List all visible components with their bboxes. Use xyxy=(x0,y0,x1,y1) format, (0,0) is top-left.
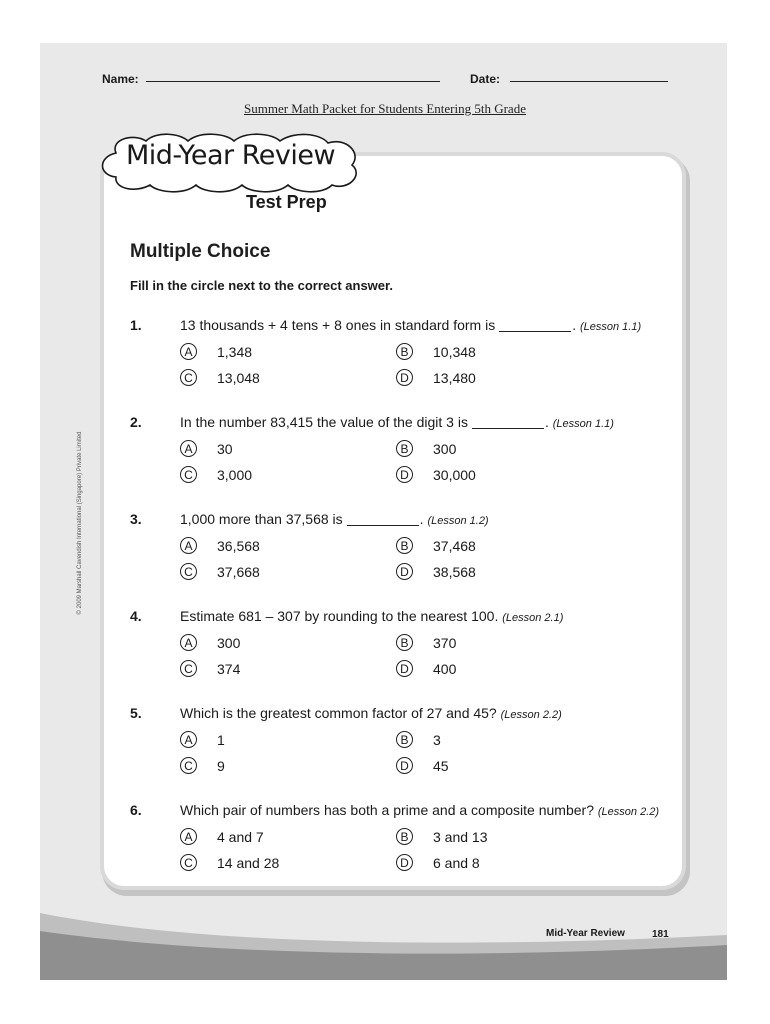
answer-bubble-icon[interactable]: A xyxy=(180,537,197,554)
copyright-notice: © 2009 Marshall Cavendish International (Singapore) Private Limited xyxy=(77,431,83,615)
question-text-line xyxy=(180,802,659,818)
answer-option-text: 14 and 28 xyxy=(217,854,280,871)
answer-option-c[interactable] xyxy=(180,757,225,774)
answer-bubble-icon[interactable]: B xyxy=(396,731,413,748)
section-title: Test Prep xyxy=(246,192,327,212)
answer-bubble-icon[interactable]: A xyxy=(180,731,197,748)
answer-bubble-icon[interactable]: C xyxy=(180,563,197,580)
answer-bubble-icon[interactable]: A xyxy=(180,440,197,457)
answer-blank[interactable] xyxy=(499,330,571,332)
question-suffix: . xyxy=(544,414,549,430)
answer-option-text: 300 xyxy=(433,440,457,457)
packet-subtitle: Summer Math Packet for Students Entering 5th Grade xyxy=(244,101,526,116)
answer-bubble-icon[interactable]: A xyxy=(180,343,197,360)
question-number: 2. xyxy=(130,414,142,430)
answer-option-c[interactable] xyxy=(180,854,279,871)
answer-bubble-icon[interactable]: D xyxy=(396,854,413,871)
answer-option-text: 10,348 xyxy=(433,343,476,360)
question-text: In the number 83,415 the value of the digit 3 is xyxy=(180,414,468,430)
answer-option-text: 4 and 7 xyxy=(217,828,264,845)
multiple-choice-heading: Multiple Choice xyxy=(130,241,271,262)
answer-option-a[interactable] xyxy=(180,537,260,554)
answer-option-a[interactable] xyxy=(180,731,225,748)
lesson-reference: (Lesson 1.1) xyxy=(579,321,642,333)
answer-bubble-icon[interactable]: B xyxy=(396,537,413,554)
answer-bubble-icon[interactable]: A xyxy=(180,634,197,651)
answer-option-text: 6 and 8 xyxy=(433,854,480,871)
answer-blank[interactable] xyxy=(472,427,544,429)
name-field-line[interactable] xyxy=(146,81,440,82)
answer-option-text: 37,468 xyxy=(433,537,476,554)
answer-option-text: 9 xyxy=(217,757,225,774)
answer-option-text: 300 xyxy=(217,634,241,651)
answer-option-text: 400 xyxy=(433,660,457,677)
answer-option-text: 374 xyxy=(217,660,241,677)
answer-option-text: 3 xyxy=(433,731,441,748)
answer-bubble-icon[interactable]: B xyxy=(396,828,413,845)
question-number: 3. xyxy=(130,511,142,527)
answer-option-text: 30,000 xyxy=(433,466,476,483)
answer-option-d[interactable] xyxy=(396,757,449,774)
answer-option-text: 13,480 xyxy=(433,369,476,386)
answer-bubble-icon[interactable]: D xyxy=(396,466,413,483)
question-text: Estimate 681 – 307 by rounding to the nearest 100. xyxy=(180,608,499,624)
answer-option-b[interactable] xyxy=(396,828,488,845)
question-text-line xyxy=(180,608,563,624)
question-text: 13 thousands + 4 tens + 8 ones in standard form is xyxy=(180,317,496,333)
answer-option-b[interactable] xyxy=(396,634,456,651)
date-label: Date: xyxy=(470,72,501,86)
question-number: 4. xyxy=(130,608,142,624)
answer-option-text: 38,568 xyxy=(433,563,476,580)
question-text: Which pair of numbers has both a prime and a composite number? xyxy=(180,802,594,818)
answer-bubble-icon[interactable]: A xyxy=(180,828,197,845)
answer-option-d[interactable] xyxy=(396,466,476,483)
footer-band xyxy=(40,905,727,980)
answer-bubble-icon[interactable]: B xyxy=(396,634,413,651)
question-text-line xyxy=(180,705,562,721)
answer-option-b[interactable] xyxy=(396,440,456,457)
answer-bubble-icon[interactable]: C xyxy=(180,369,197,386)
answer-option-c[interactable] xyxy=(180,660,240,677)
answer-option-a[interactable] xyxy=(180,343,252,360)
question-number: 6. xyxy=(130,802,142,818)
instruction-text: Fill in the circle next to the correct answer. xyxy=(130,278,393,293)
lesson-reference: (Lesson 2.2) xyxy=(500,709,562,721)
answer-bubble-icon[interactable]: B xyxy=(396,343,413,360)
question-number: 1. xyxy=(130,317,142,333)
answer-option-a[interactable] xyxy=(180,440,233,457)
answer-bubble-icon[interactable]: C xyxy=(180,854,197,871)
answer-option-text: 3 and 13 xyxy=(433,828,488,845)
lesson-reference: (Lesson 2.2) xyxy=(597,806,660,818)
answer-option-text: 37,668 xyxy=(217,563,260,580)
question-suffix: . xyxy=(572,317,577,333)
answer-bubble-icon[interactable]: D xyxy=(396,757,413,774)
date-field-line[interactable] xyxy=(510,81,668,82)
answer-option-text: 370 xyxy=(433,634,457,651)
lesson-reference: (Lesson 2.1) xyxy=(502,612,564,624)
answer-option-a[interactable] xyxy=(180,828,264,845)
answer-blank[interactable] xyxy=(347,524,419,526)
answer-bubble-icon[interactable]: D xyxy=(396,563,413,580)
answer-option-text: 1 xyxy=(217,731,225,748)
answer-option-b[interactable] xyxy=(396,343,476,360)
page-number: 181 xyxy=(652,929,669,940)
answer-option-d[interactable] xyxy=(396,369,476,386)
answer-option-text: 3,000 xyxy=(217,466,253,483)
answer-option-text: 30 xyxy=(217,440,233,457)
answer-option-d[interactable] xyxy=(396,563,476,580)
question-number: 5. xyxy=(130,705,142,721)
answer-option-c[interactable] xyxy=(180,369,260,386)
answer-bubble-icon[interactable]: C xyxy=(180,757,197,774)
question-text: 1,000 more than 37,568 is xyxy=(180,511,343,527)
answer-bubble-icon[interactable]: B xyxy=(396,440,413,457)
answer-option-c[interactable] xyxy=(180,466,252,483)
question-text-line xyxy=(180,414,614,430)
answer-option-a[interactable] xyxy=(180,634,240,651)
answer-bubble-icon[interactable]: C xyxy=(180,660,197,677)
answer-option-text: 36,568 xyxy=(217,537,260,554)
question-text-line xyxy=(180,511,489,527)
answer-option-b[interactable] xyxy=(396,537,476,554)
lesson-reference: (Lesson 1.2) xyxy=(427,515,489,527)
lesson-reference: (Lesson 1.1) xyxy=(552,418,614,430)
question-text-line xyxy=(180,317,641,333)
page-title: Mid-Year Review xyxy=(126,140,336,171)
question-text: Which is the greatest common factor of 27 and 45? xyxy=(180,705,497,721)
answer-bubble-icon[interactable]: D xyxy=(396,660,413,677)
answer-option-text: 13,048 xyxy=(217,369,260,386)
question-suffix: . xyxy=(419,511,424,527)
answer-option-b[interactable] xyxy=(396,731,441,748)
answer-option-d[interactable] xyxy=(396,660,456,677)
answer-bubble-icon[interactable]: D xyxy=(396,369,413,386)
name-label: Name: xyxy=(102,72,139,86)
answer-option-d[interactable] xyxy=(396,854,480,871)
answer-option-text: 1,348 xyxy=(217,343,253,360)
answer-option-c[interactable] xyxy=(180,563,260,580)
answer-option-text: 45 xyxy=(433,757,449,774)
footer-label: Mid-Year Review xyxy=(546,928,625,939)
answer-bubble-icon[interactable]: C xyxy=(180,466,197,483)
